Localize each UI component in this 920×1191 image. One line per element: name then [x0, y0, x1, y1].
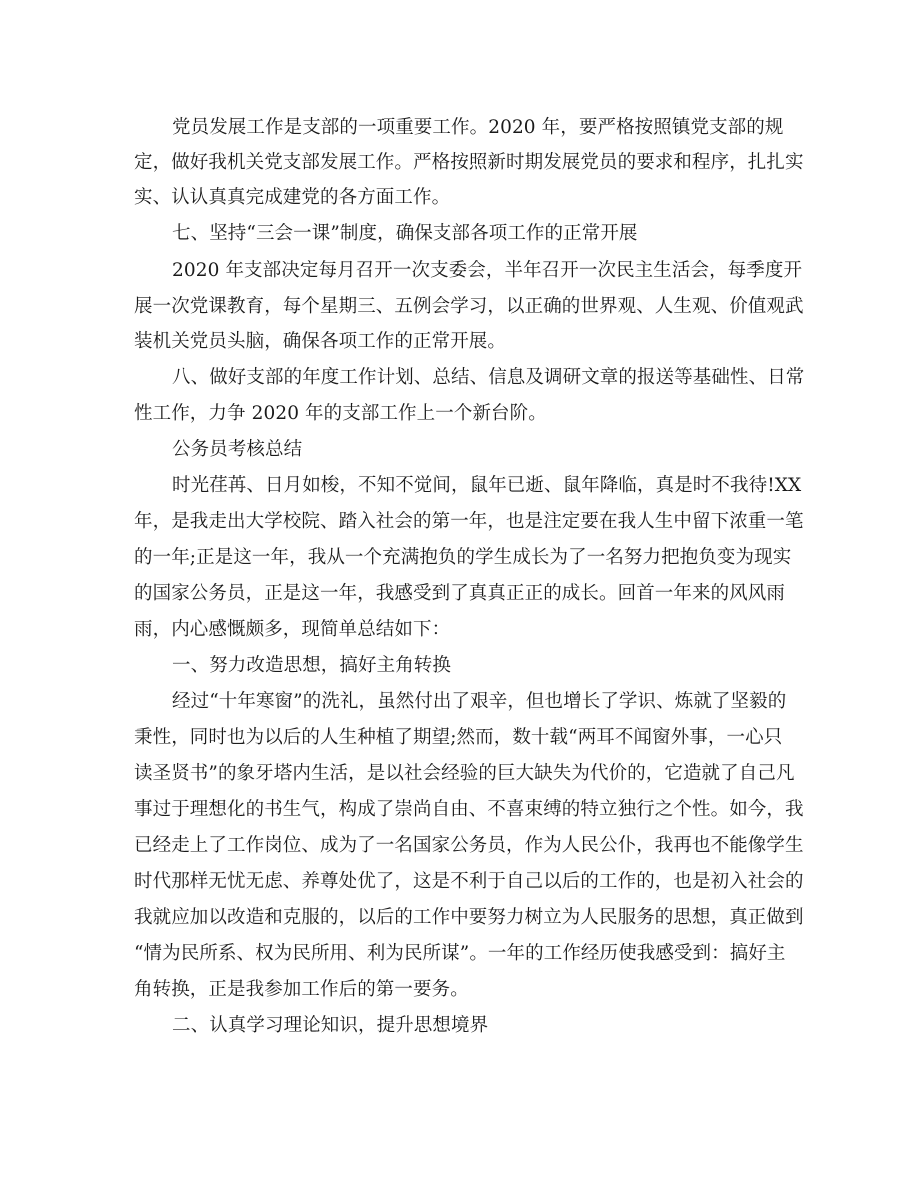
- text-line: 2020 年支部决定每月召开一次支委会，半年召开一次民主生活会，每季度开: [172, 260, 803, 281]
- text-line: 八、做好支部的年度工作计划、总结、信息及调研文章的报送等基础性、日常: [172, 367, 805, 388]
- text-line: 时代那样无忧无虑、养尊处优了，这是不利于自己以后的工作的，也是初入社会的: [134, 871, 804, 892]
- text-line: 性工作，力争 2020 年的支部工作上一个新台阶。: [134, 403, 547, 424]
- text-line: 秉性，同时也为以后的人生种植了期望;然而，数十载“两耳不闻窗外事，一心只: [134, 727, 783, 748]
- text-line: 已经走上了工作岗位、成为了一名国家公务员，作为人民公仆，我再也不能像学生: [134, 835, 804, 856]
- text-line: 年，是我走出大学校院、踏入社会的第一年，也是注定要在我人生中留下浓重一笔: [134, 511, 804, 532]
- text-line: 经过“十年寒窗”的洗礼，虽然付出了艰辛，但也增长了学识、炼就了坚毅的: [172, 691, 787, 712]
- text-line: 实、认认真真完成建党的各方面工作。: [134, 187, 451, 208]
- text-line: 的国家公务员，正是这一年，我感受到了真真正正的成长。回首一年来的风风雨: [134, 583, 786, 604]
- text-line: 角转换，正是我参加工作后的第一要务。: [134, 979, 469, 1000]
- section-heading: 七、坚持“三会一课”制度，确保支部各项工作的正常开展: [172, 223, 638, 244]
- text-line: 装机关党员头脑，确保各项工作的正常开展。: [134, 331, 507, 352]
- text-line: “情为民所系、权为民所用、利为民所谋”。一年的工作经历使我感受到：搞好主: [134, 943, 786, 964]
- section-heading: 一、努力改造思想，搞好主角转换: [172, 655, 452, 676]
- text-line: 展一次党课教育，每个星期三、五例会学习，以正确的世界观、人生观、价值观武: [134, 296, 804, 317]
- text-line: 我就应加以改造和克服的，以后的工作中要努力树立为人民服务的思想，真正做到: [134, 907, 804, 928]
- text-line: 的一年;正是这一年，我从一个充满抱负的学生成长为了一名努力把抱负变为现实: [134, 547, 792, 568]
- section-heading: 二、认真学习理论知识，提升思想境界: [172, 1015, 489, 1036]
- text-line: 雨，内心感慨颇多，现简单总结如下：: [134, 619, 451, 640]
- text-line: 读圣贤书”的象牙塔内生活，是以社会经验的巨大缺失为代价的，它造就了自己凡: [134, 763, 795, 784]
- document-title: 公务员考核总结: [172, 439, 303, 460]
- text-line: 定，做好我机关党支部发展工作。严格按照新时期发展党员的要求和程序，扎扎实: [134, 152, 804, 173]
- text-line: 时光荏苒、日月如梭，不知不觉间，鼠年已逝、鼠年降临，真是时不我待!XX: [172, 475, 802, 496]
- text-line: 党员发展工作是支部的一项重要工作。2020 年，要严格按照镇党支部的规: [172, 117, 784, 138]
- text-line: 事过于理想化的书生气，构成了崇尚自由、不喜束缚的特立独行之个性。如今，我: [134, 799, 804, 820]
